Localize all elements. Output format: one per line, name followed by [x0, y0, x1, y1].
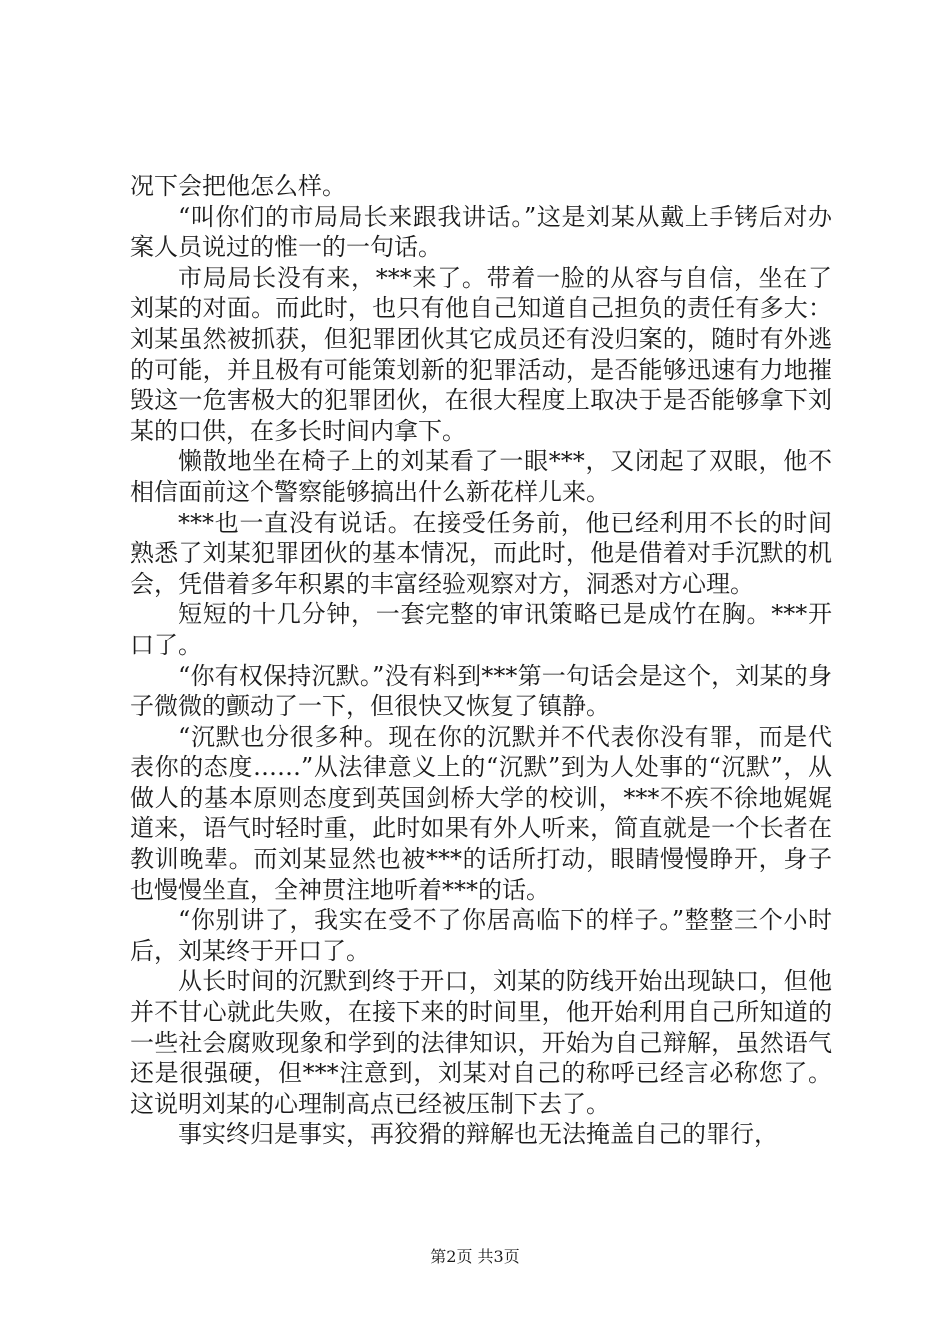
paragraph: “你别讲了，我实在受不了你居高临下的样子。”整整三个小时后，刘某终于开口了。 — [130, 906, 832, 965]
paragraph: 市局局长没有来，***来了。带着一脸的从容与自信，坐在了刘某的对面。而此时，也只有他自己知道自己担负的责任有多大：刘某虽然被抓获，但犯罪团伙其它成员还有没归案的，随时有外逃的可能，并且极有可能策划新的犯罪活动，是否能够迅速有力地摧毁这一危害极大的犯罪团伙，在很大程度上取决于是否能够拿下刘某的口供，在多长时间内拿下。 — [130, 263, 832, 445]
paragraph: 懒散地坐在椅子上的刘某看了一眼***，又闭起了双眼，他不相信面前这个警察能够搞出什么新花样儿来。 — [130, 447, 832, 506]
paragraph: 况下会把他怎么样。 — [130, 172, 346, 200]
paragraph: 事实终归是事实，再狡猾的辩解也无法掩盖自己的罪行， — [178, 1120, 778, 1149]
paragraph: 短短的十几分钟，一套完整的审讯策略已是成竹在胸。***开口了。 — [130, 600, 832, 659]
document-body — [130, 171, 832, 1150]
page-footer: 第2页 共3页 — [430, 1247, 520, 1266]
paragraph: 从长时间的沉默到终于开口，刘某的防线开始出现缺口，但他并不甘心就此失败，在接下来的时间里，他开始利用自己所知道的一些社会腐败现象和学到的法律知识，开始为自己辩解，虽然语气还是很强硬，但***注意到，刘某对自己的称呼已经言必称您了。这说明刘某的心理制高点已经被压制下去了。 — [130, 967, 832, 1118]
paragraph: “沉默也分很多种。现在你的沉默并不代表你没有罪，而是代表你的态度……”从法律意义上的“沉默”到为人处事的“沉默”，从做人的基本原则态度到英国剑桥大学的校训，***不疾不徐地娓娓道来，语气时轻时重，此时如果有外人听来，简直就是一个长者在教训晚辈。而刘某显然也被***的话所打动，眼睛慢慢睁开，身子也慢慢坐直，全神贯注地听着***的话。 — [130, 722, 832, 904]
paragraph: ***也一直没有说话。在接受任务前，他已经利用不长的时间熟悉了刘某犯罪团伙的基本情况，而此时，他是借着对手沉默的机会，凭借着多年积累的丰富经验观察对方，洞悉对方心理。 — [130, 508, 832, 598]
paragraph: “叫你们的市局局长来跟我讲话。”这是刘某从戴上手铐后对办案人员说过的惟一的一句话。 — [130, 202, 832, 262]
paragraph: “你有权保持沉默。”没有料到***第一句话会是这个，刘某的身子微微的颤动了一下，但很快又恢复了镇静。 — [130, 661, 832, 721]
